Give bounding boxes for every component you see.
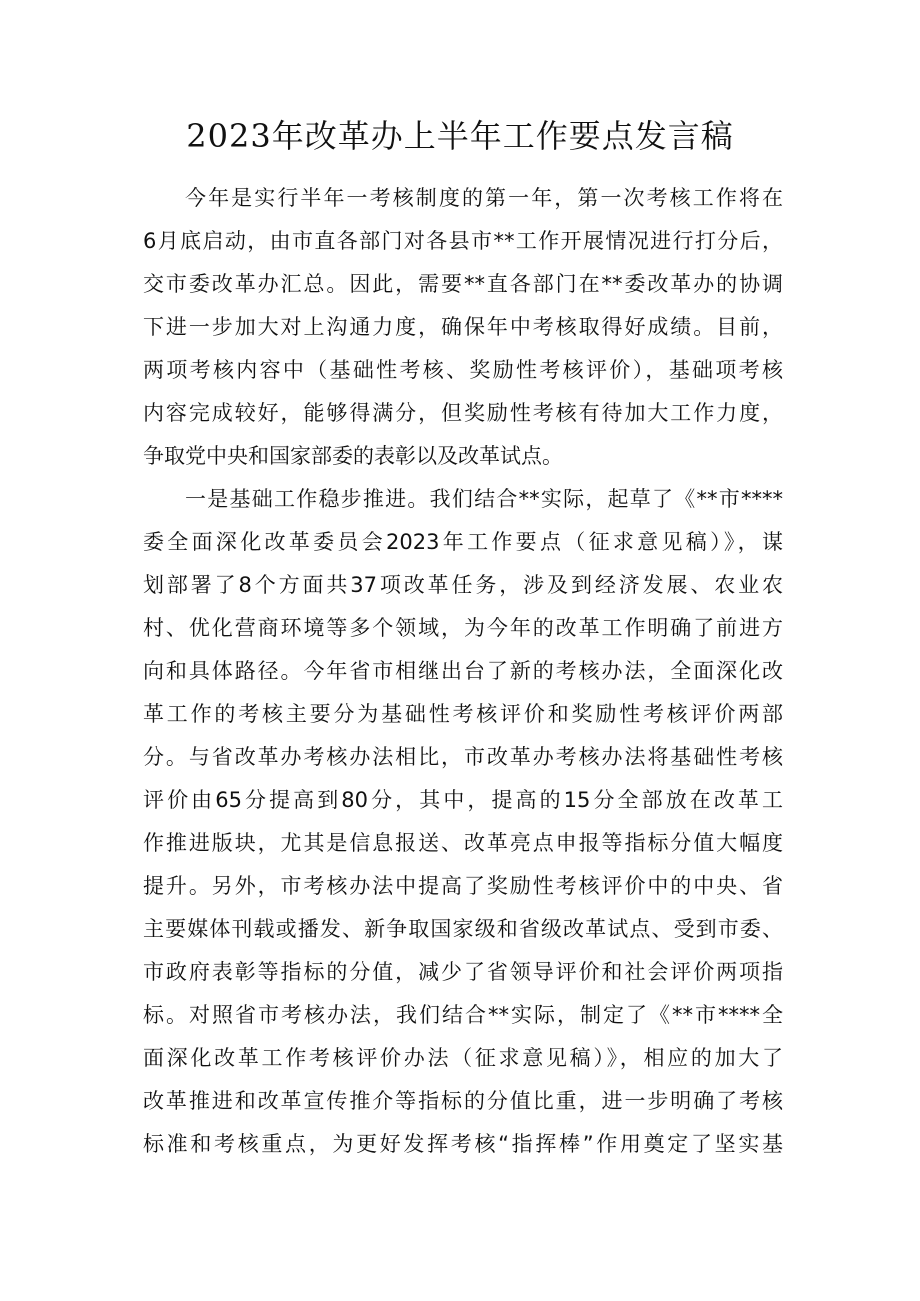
paragraph-line: 6月底启动，由市直各部门对各县市**工作开展情况进行打分后， <box>143 229 783 253</box>
paragraph-2 <box>143 478 783 1166</box>
paragraph-line: 标准和考核重点，为更好发挥考核“指挥棒”作用奠定了坚实基 <box>143 1132 783 1156</box>
paragraph-line: 交市委改革办汇总。因此，需要**直各部门在**委改革办的协调 <box>143 272 783 296</box>
paragraph-line: 一是基础工作稳步推进。我们结合**实际，起草了《**市**** <box>185 487 783 511</box>
paragraph-line: 两项考核内容中（基础性考核、奖励性考核评价），基础项考核 <box>143 358 783 382</box>
document-title: 2023年改革办上半年工作要点发言稿 <box>186 117 734 155</box>
paragraph-line: 今年是实行半年一考核制度的第一年，第一次考核工作将在 <box>185 186 783 210</box>
paragraph-line: 标。对照省市考核办法，我们结合**实际，制定了《**市****全 <box>143 1003 783 1027</box>
paragraph-line: 市政府表彰等指标的分值，减少了省领导评价和社会评价两项指 <box>143 960 783 984</box>
paragraph-line: 主要媒体刊载或播发、新争取国家级和省级改革试点、受到市委、 <box>143 917 783 941</box>
paragraph-line: 评价由65分提高到80分，其中，提高的15分全部放在改革工 <box>143 788 783 812</box>
paragraph-line: 争取党中央和国家部委的表彰以及改革试点。 <box>143 444 563 468</box>
paragraph-1 <box>143 177 783 478</box>
paragraph-line: 革工作的考核主要分为基础性考核评价和奖励性考核评价两部 <box>143 702 783 726</box>
paragraph-line: 向和具体路径。今年省市相继出台了新的考核办法，全面深化改 <box>143 659 783 683</box>
paragraph-line: 下进一步加大对上沟通力度，确保年中考核取得好成绩。目前， <box>143 315 783 339</box>
paragraph-line: 内容完成较好，能够得满分，但奖励性考核有待加大工作力度， <box>143 401 783 425</box>
document-body <box>143 177 783 1166</box>
paragraph-line: 提升。另外，市考核办法中提高了奖励性考核评价中的中央、省 <box>143 874 783 898</box>
paragraph-line: 作推进版块，尤其是信息报送、改革亮点申报等指标分值大幅度 <box>143 831 783 855</box>
paragraph-line: 委全面深化改革委员会2023年工作要点（征求意见稿）》，谋 <box>143 530 783 554</box>
paragraph-line: 改革推进和改革宣传推介等指标的分值比重，进一步明确了考核 <box>143 1089 783 1113</box>
paragraph-line: 面深化改革工作考核评价办法（征求意见稿）》，相应的加大了 <box>143 1046 783 1070</box>
paragraph-line: 村、优化营商环境等多个领域，为今年的改革工作明确了前进方 <box>143 616 783 640</box>
paragraph-line: 分。与省改革办考核办法相比，市改革办考核办法将基础性考核 <box>143 745 783 769</box>
paragraph-line: 划部署了8个方面共37项改革任务，涉及到经济发展、农业农 <box>143 573 783 597</box>
